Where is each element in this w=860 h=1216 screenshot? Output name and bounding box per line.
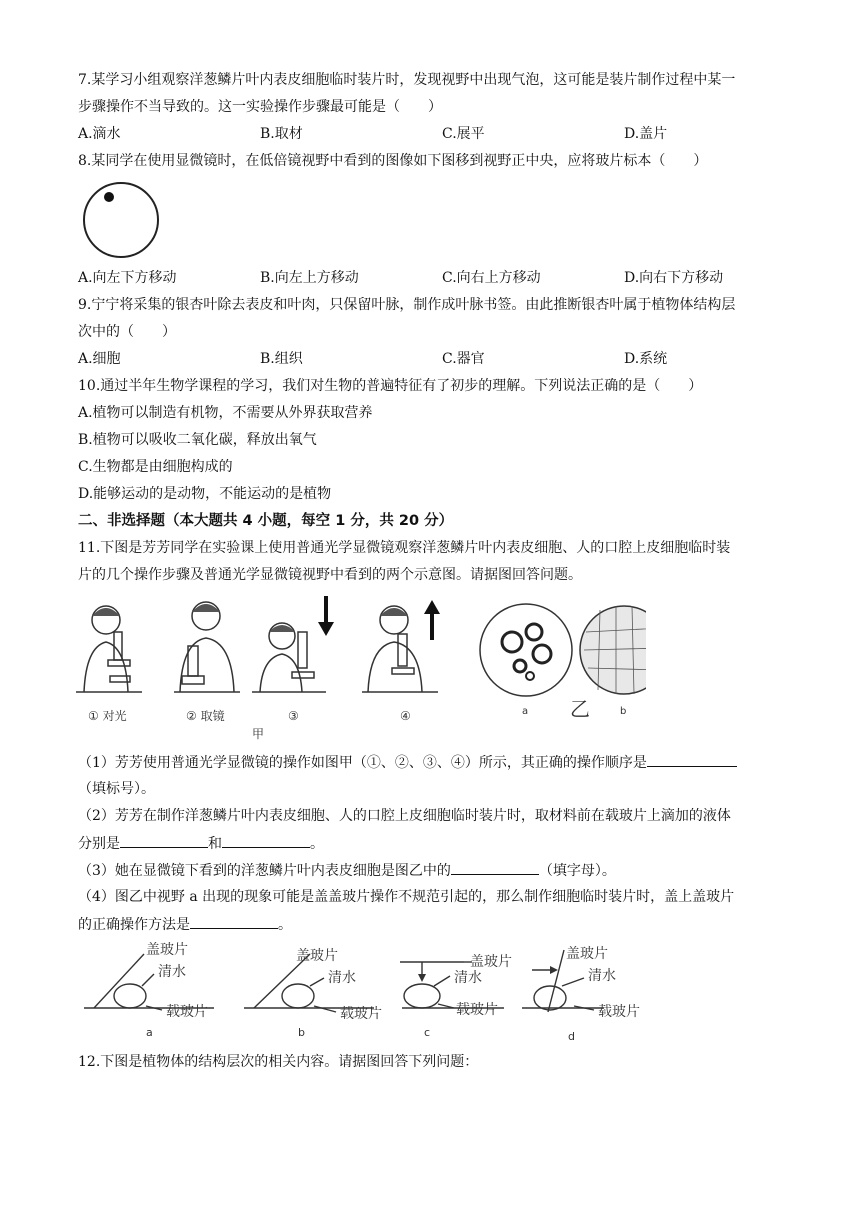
cover-label-b: 盖玻片: [296, 948, 338, 964]
cover-label-a: 盖玻片: [146, 942, 188, 958]
step1-label: ① 对光: [88, 709, 127, 723]
q11-sub3-line: [78, 860, 616, 881]
step3-label: ③: [288, 709, 299, 723]
q11-figure: [76, 592, 646, 742]
q11-sub2-line2: [78, 833, 324, 854]
q12-stem-line1: 12.下图是植物体的结构层次的相关内容。请据图回答下列问题：: [78, 1054, 479, 1070]
q7-stem-line2: 步骤操作不当导致的。这一实验操作步骤最可能是（ ）: [78, 99, 442, 115]
slide-label-a: 载玻片: [166, 1004, 208, 1020]
q11-sub2-line1: （2）芳芳在制作洋葱鳞片叶内表皮细胞、人的口腔上皮细胞临时装片时，取材料前在载玻片上滴加的液体: [78, 808, 731, 824]
water-label-c: 清水: [454, 970, 482, 986]
q11-sub1-text: （1）芳芳使用普通光学显微镜的操作如图甲（①、②、③、④）所示，其正确的操作顺序是: [78, 755, 647, 771]
q11-sub3-end: （填字母）。: [538, 863, 616, 879]
method-a-label: a: [146, 1026, 153, 1039]
q11-sub4-line2: [78, 914, 292, 935]
q10-option-c: C.生物都是由细胞构成的: [78, 459, 233, 475]
q11-sub2-text: 分别是: [78, 836, 120, 852]
q7-option-b: B.取材: [260, 126, 303, 142]
field-a-label: a: [522, 706, 529, 717]
field-of-view-circle: [84, 183, 158, 257]
coverslip-methods-figure: [84, 942, 684, 1042]
field-b-label: b: [620, 706, 627, 717]
q11-sub1-blank[interactable]: [647, 752, 737, 767]
q7-stem-line1: 7.某学习小组观察洋葱鳞片叶内表皮细胞临时装片时，发现视野中出现气泡，这可能是装片制作过程中某一: [78, 72, 736, 88]
q11-sub1-line1: [78, 752, 737, 773]
q11-sub4-text: 的正确操作方法是: [78, 917, 190, 933]
field-b-illustration: [580, 606, 646, 694]
cover-label-d: 盖玻片: [566, 946, 608, 962]
q9-option-d: D.系统: [624, 351, 668, 367]
q9-option-c: C.器官: [442, 351, 485, 367]
q8-microscope-field-figure: [76, 180, 166, 262]
q8-option-b: B.向左上方移动: [260, 270, 359, 286]
q8-option-d: D.向右下方移动: [624, 270, 724, 286]
q7-option-d: D.盖片: [624, 126, 668, 142]
step2-label: ② 取镜: [186, 709, 225, 723]
q11-sub2-blank-2[interactable]: [222, 833, 310, 848]
q10-option-a: A.植物可以制造有机物，不需要从外界获取营养: [78, 405, 373, 421]
q11-sub4-end: 。: [278, 917, 292, 933]
cover-label-c: 盖玻片: [470, 954, 512, 970]
step4-label: ④: [400, 709, 411, 723]
water-label-a: 清水: [158, 964, 186, 980]
step3-illustration: [252, 596, 334, 692]
method-d-label: d: [568, 1030, 575, 1042]
q8-option-c: C.向右上方移动: [442, 270, 541, 286]
field-a-illustration: [480, 604, 572, 696]
q8-stem-line1: 8.某同学在使用显微镜时，在低倍镜视野中看到的图像如下图移到视野正中央，应将玻片标本（ ）: [78, 153, 708, 169]
q11-stem-line1: 11.下图是芳芳同学在实验课上使用普通光学显微镜观察洋葱鳞片叶内表皮细胞、人的口腔上皮细胞临时装: [78, 540, 731, 556]
slide-label-d: 载玻片: [598, 1004, 640, 1020]
group-yi-label: 乙: [570, 697, 590, 721]
slide-label-b: 载玻片: [340, 1006, 382, 1022]
step1-illustration: [76, 606, 142, 692]
section2-heading: 二、非选择题（本大题共 4 小题，每空 1 分，共 20 分）: [78, 513, 454, 529]
group-jia-label: 甲: [252, 727, 265, 741]
q11-sub3-blank[interactable]: [451, 860, 539, 875]
q9-option-a: A.细胞: [78, 351, 121, 367]
q10-option-d: D.能够运动的是动物，不能运动的是植物: [78, 486, 332, 502]
q9-stem-line1: 9.宁宁将采集的银杏叶除去表皮和叶肉，只保留叶脉，制作成叶脉书签。由此推断银杏叶属于植物体结构层: [78, 297, 736, 313]
q7-option-c: C.展平: [442, 126, 485, 142]
q11-sub1-line2: （填标号）。: [78, 781, 155, 797]
q7-option-a: A.滴水: [78, 126, 121, 142]
q11-sub3-text: （3）她在显微镜下看到的洋葱鳞片叶内表皮细胞是图乙中的: [78, 863, 451, 879]
step2-illustration: [174, 602, 240, 692]
water-label-b: 清水: [328, 970, 356, 986]
q10-option-b: B.植物可以吸收二氧化碳，释放出氧气: [78, 432, 317, 448]
q11-sub2-blank-1[interactable]: [120, 833, 208, 848]
q10-stem-line1: 10.通过半年生物学课程的学习，我们对生物的普遍特征有了初步的理解。下列说法正确的是（ ）: [78, 378, 703, 394]
method-b-label: b: [298, 1026, 305, 1039]
water-label-d: 清水: [588, 968, 616, 984]
q11-sub2-end: 。: [310, 836, 324, 852]
q11-sub2-and: 和: [208, 836, 222, 852]
step4-illustration: [362, 600, 440, 692]
slide-label-c: 载玻片: [456, 1002, 498, 1018]
image-dot: [104, 192, 114, 202]
method-c-label: c: [424, 1026, 431, 1039]
q9-option-b: B.组织: [260, 351, 303, 367]
q8-option-a: A.向左下方移动: [78, 270, 177, 286]
q11-sub4-blank[interactable]: [190, 914, 278, 929]
q9-stem-line2: 次中的（ ）: [78, 324, 176, 340]
q11-stem-line2: 片的几个操作步骤及普通光学显微镜视野中看到的两个示意图。请据图回答问题。: [78, 567, 582, 583]
q11-sub4-line1: （4）图乙中视野 a 出现的现象可能是盖盖玻片操作不规范引起的，那么制作细胞临时装片时，盖上盖玻片: [78, 889, 735, 905]
